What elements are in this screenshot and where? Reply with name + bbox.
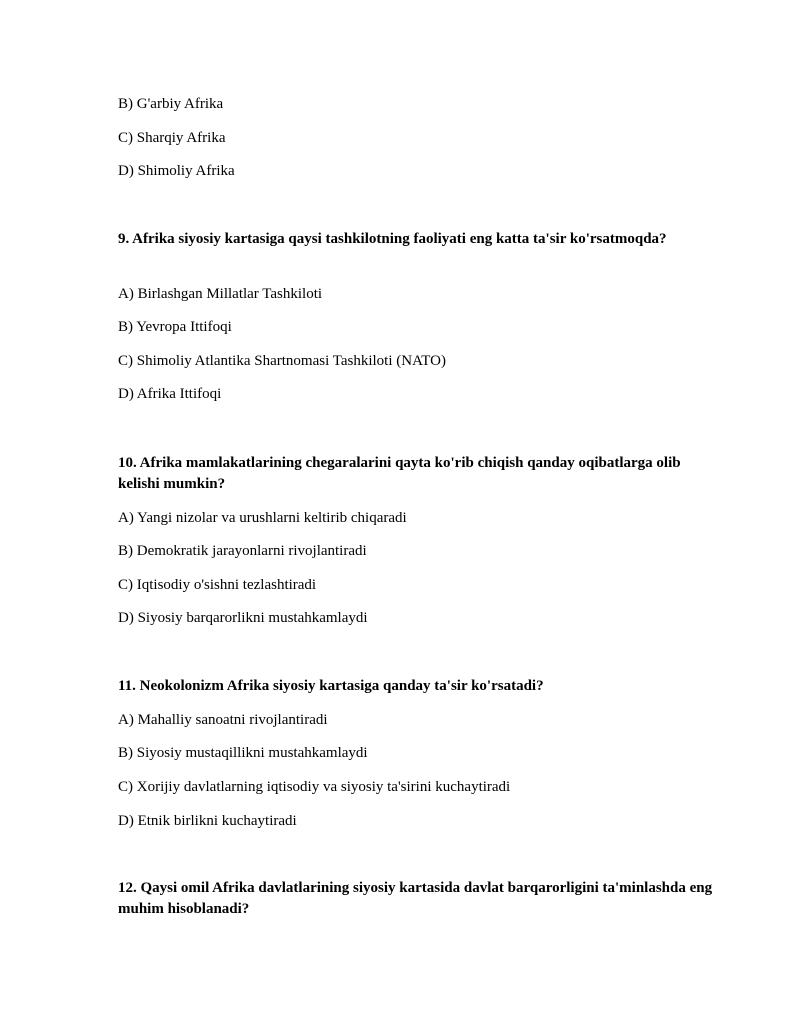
question-9: 9. Afrika siyosiy kartasiga qaysi tashkilotning faoliyati eng katta ta'sir ko'rsatmoqda? bbox=[118, 231, 667, 247]
option-11-d: D) Etnik birlikni kuchaytiradi bbox=[118, 813, 297, 829]
option-8-d: D) Shimoliy Afrika bbox=[118, 163, 235, 179]
option-9-d: D) Afrika Ittifoqi bbox=[118, 386, 222, 402]
option-8-b: B) G'arbiy Afrika bbox=[118, 96, 224, 112]
question-10: 10. Afrika mamlakatlarining chegaralarini qayta ko'rib chiqish qanday oqibatlarga olib kelishi mumkin? bbox=[118, 455, 681, 492]
question-11: 11. Neokolonizm Afrika siyosiy kartasiga qanday ta'sir ko'rsatadi? bbox=[118, 678, 544, 694]
option-10-a: A) Yangi nizolar va urushlarni keltirib chiqaradi bbox=[118, 510, 407, 526]
option-11-b: B) Siyosiy mustaqillikni mustahkamlaydi bbox=[118, 745, 368, 761]
option-11-c: C) Xorijiy davlatlarning iqtisodiy va siyosiy ta'sirini kuchaytiradi bbox=[118, 779, 511, 795]
option-11-a: A) Mahalliy sanoatni rivojlantiradi bbox=[118, 712, 328, 728]
option-10-c: C) Iqtisodiy o'sishni tezlashtiradi bbox=[118, 577, 317, 593]
option-10-b: B) Demokratik jarayonlarni rivojlantiradi bbox=[118, 543, 367, 559]
option-9-a: A) Birlashgan Millatlar Tashkiloti bbox=[118, 286, 323, 302]
option-9-b: B) Yevropa Ittifoqi bbox=[118, 319, 232, 335]
question-12: 12. Qaysi omil Afrika davlatlarining siyosiy kartasida davlat barqarorligini ta'minlashda eng muhim hisoblanadi? bbox=[118, 880, 713, 917]
option-8-c: C) Sharqiy Afrika bbox=[118, 130, 226, 146]
option-9-c: C) Shimoliy Atlantika Shartnomasi Tashkiloti (NATO) bbox=[118, 353, 446, 369]
option-10-d: D) Siyosiy barqarorlikni mustahkamlaydi bbox=[118, 610, 368, 626]
